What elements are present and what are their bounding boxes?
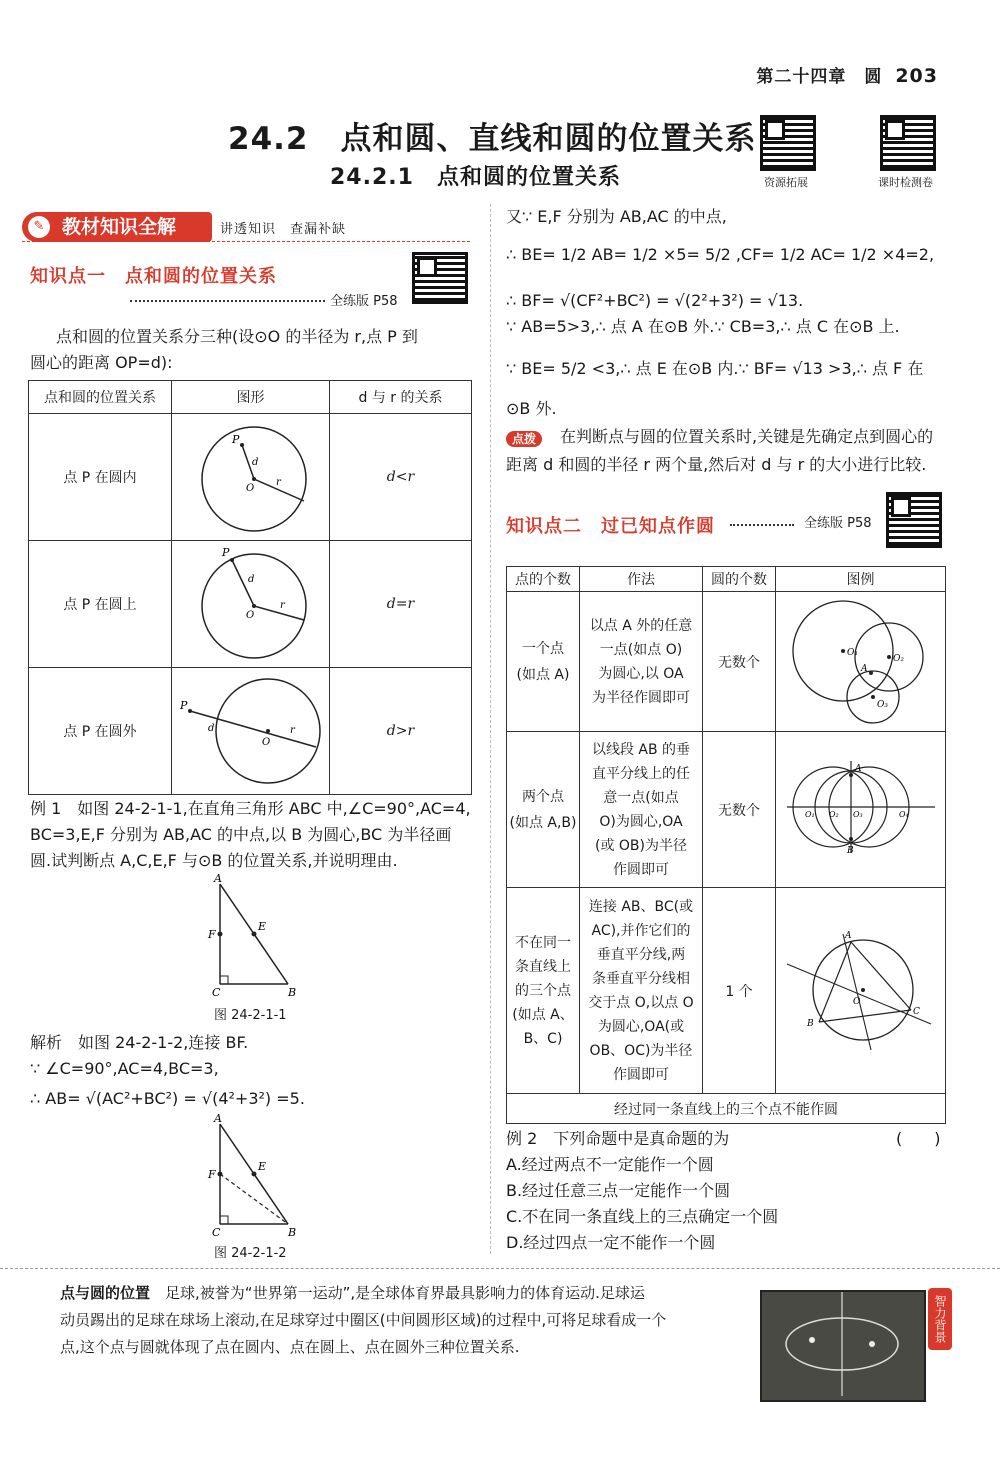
method-line: 作圆即可 <box>613 861 669 878</box>
option-c: C.不在同一条直线上的三点确定一个圆 <box>506 1207 779 1226</box>
svg-text:A: A <box>214 1112 222 1125</box>
intro-line-2: 圆心的距离 OP=d): <box>30 353 173 372</box>
count-line: 两个点 <box>522 788 564 805</box>
tip-line-1: 在判断点与圆的位置关系时,关键是先确定点到圆心的 <box>560 427 934 446</box>
construction-table <box>506 566 946 1124</box>
bottom-divider <box>0 1268 1000 1269</box>
svg-text:B: B <box>288 986 297 999</box>
kp1-reference: 全练版 P58 <box>330 294 398 309</box>
three-point-figure <box>781 914 941 1064</box>
count-line: (如点 A、 <box>512 1006 574 1023</box>
figure-cell <box>172 541 330 668</box>
page-number: 203 <box>895 65 938 87</box>
table-row <box>29 414 472 541</box>
svg-text:A: A <box>860 663 867 674</box>
svg-text:r: r <box>289 725 295 736</box>
background-line: 动员踢出的足球在球场上滚动,在足球穿过中圈区(中间圆形区域)的过程中,可将足球看成一个 <box>60 1311 667 1329</box>
dr-relation-cell: d=r <box>330 541 472 668</box>
banner-divider <box>22 241 470 242</box>
knowledge-point-2-title: 知识点二 过已知点作圆 <box>506 516 715 537</box>
count-line: 一个点 <box>522 640 564 657</box>
relation-cell: 点 P 在圆外 <box>29 668 172 795</box>
position-table <box>28 380 472 795</box>
svg-text:O₂: O₂ <box>828 809 839 819</box>
solution-line-2: ∵ ∠C=90°,AC=4,BC=3, <box>30 1059 219 1078</box>
svg-text:d: d <box>207 723 214 734</box>
table-row <box>29 541 472 668</box>
method-line: 直平分线上的任 <box>592 765 690 782</box>
table-header: d 与 r 的关系 <box>330 381 472 414</box>
count-line: (如点 A,B) <box>509 814 577 831</box>
count-line: 条直线上 <box>515 958 571 975</box>
table-footer: 经过同一条直线上的三个点不能作圆 <box>507 1094 946 1124</box>
figure-caption-1: 图 24-2-1-1 <box>214 1008 287 1023</box>
table-header: 作法 <box>580 567 703 592</box>
right-line-4: ∵ AB=5>3,∴ 点 A 在⊙B 外.∵ CB=3,∴ 点 C 在⊙B 上. <box>506 317 900 336</box>
svg-text:O: O <box>852 996 860 1007</box>
svg-text:P: P <box>231 433 239 446</box>
svg-text:O₁: O₁ <box>846 647 858 658</box>
subsection-title: 24.2.1 点和圆的位置关系 <box>330 165 621 190</box>
svg-text:d: d <box>251 457 258 468</box>
svg-text:O: O <box>261 737 270 748</box>
dr-relation-cell: d<r <box>330 414 472 541</box>
table-row <box>29 668 472 795</box>
count-cell <box>507 732 580 888</box>
football-field-photo <box>760 1290 926 1402</box>
count-line: 的三个点 <box>515 982 571 999</box>
svg-text:O₃: O₃ <box>876 699 888 710</box>
triangle-figure-2 <box>200 1112 300 1240</box>
svg-text:O₃: O₃ <box>852 809 863 819</box>
example-figure-cell <box>776 592 946 732</box>
table-header: 点的个数 <box>507 567 580 592</box>
relation-cell: 点 P 在圆内 <box>29 414 172 541</box>
right-line-1: 又∵ E,F 分别为 AB,AC 的中点, <box>506 207 727 226</box>
option-a: A.经过两点不一定能作一个圆 <box>506 1155 714 1174</box>
svg-text:A: A <box>844 930 851 941</box>
method-cell <box>580 592 703 732</box>
solution-line-1: 解析 如图 24-2-1-2,连接 BF. <box>30 1033 249 1052</box>
knowledge-point-1-title: 知识点一 点和圆的位置关系 <box>30 266 277 287</box>
count-line: 不在同一 <box>515 934 571 951</box>
triangle-figure-1 <box>200 872 300 1000</box>
intro-line-1: 点和圆的位置关系分三种(设⊙O 的半径为 r,点 P 到 <box>56 327 418 346</box>
table-header: 点和圆的位置关系 <box>29 381 172 414</box>
method-line: 为半径作圆即可 <box>592 689 690 706</box>
method-line: 为圆心,OA(或 <box>597 1018 685 1035</box>
table-header: 图例 <box>776 567 946 592</box>
table-header: 圆的个数 <box>703 567 776 592</box>
qr-code-kp2[interactable] <box>886 492 942 548</box>
method-line: 以线段 AB 的垂 <box>591 741 691 758</box>
qr-code-resources[interactable] <box>760 115 816 171</box>
relation-cell: 点 P 在圆上 <box>29 541 172 668</box>
field-illustration <box>762 1292 920 1396</box>
tip-line-2: 距离 d 和圆的半径 r 两个量,然后对 d 与 r 的大小进行比较. <box>506 455 927 474</box>
qr-code-kp1[interactable] <box>412 252 468 304</box>
method-line: 交于点 O,以点 O <box>588 994 694 1011</box>
count-line: B、C) <box>523 1030 563 1047</box>
qr-caption-test: 课时检测卷 <box>878 176 933 189</box>
svg-text:P: P <box>179 699 187 712</box>
tip-block <box>506 428 542 447</box>
svg-text:A: A <box>854 763 861 774</box>
method-line: 为圆心,以 OA <box>598 665 684 682</box>
svg-text:C: C <box>212 1226 221 1239</box>
point-inside-figure <box>176 415 326 535</box>
answer-parentheses: ( ) <box>896 1129 941 1148</box>
option-d: D.经过四点一定不能作一个圆 <box>506 1233 716 1252</box>
figure-caption-2: 图 24-2-1-2 <box>214 1246 287 1261</box>
dr-relation-cell: d>r <box>330 668 472 795</box>
background-line: 足球,被誉为“世界第一运动”,是全球体育界最具影响力的体育运动.足球运 <box>165 1284 645 1302</box>
background-title: 点与圆的位置 <box>60 1284 151 1302</box>
example1-line-3: 圆.试判断点 A,C,E,F 与⊙B 的位置关系,并说明理由. <box>30 851 398 870</box>
background-line: 点,这个点与圆就体现了点在圆内、点在圆上、点在圆外三种位置关系. <box>60 1338 520 1356</box>
background-side-tag: 智力背景 <box>928 1288 952 1350</box>
book-icon: ✎ <box>28 216 50 238</box>
qr-code-test[interactable] <box>880 115 936 171</box>
table-row <box>507 592 946 732</box>
circle-count-cell: 1 个 <box>703 888 776 1094</box>
svg-text:F: F <box>208 1168 216 1181</box>
svg-text:O: O <box>245 610 254 621</box>
svg-text:E: E <box>258 920 267 933</box>
method-line: 以点 A 外的任意 <box>589 617 693 634</box>
right-line-6: ⊙B 外. <box>506 399 557 418</box>
solution-line-3: ∴ AB= √(AC²+BC²) = √(4²+3²) =5. <box>30 1089 305 1108</box>
example1-line-2: BC=3,E,F 分别为 AB,AC 的中点,以 B 为圆心,BC 为半径画 <box>30 825 452 844</box>
figure-cell <box>172 668 330 795</box>
circle-count-cell: 无数个 <box>703 732 776 888</box>
count-cell <box>507 592 580 732</box>
svg-text:B: B <box>288 1226 297 1239</box>
svg-text:A: A <box>214 872 222 885</box>
banner-subtitle: 讲透知识 查漏补缺 <box>220 222 347 237</box>
svg-text:O₁: O₁ <box>804 809 815 819</box>
svg-text:r: r <box>279 600 285 611</box>
method-line: 垂直平分线,两 <box>596 946 686 963</box>
method-line: 作圆即可 <box>613 1066 669 1083</box>
table-row <box>507 1094 946 1124</box>
section-title: 24.2 点和圆、直线和圆的位置关系 <box>228 121 757 157</box>
svg-text:O: O <box>245 483 254 494</box>
svg-text:E: E <box>258 1160 267 1173</box>
example-figure-cell <box>776 732 946 888</box>
svg-text:P: P <box>221 546 229 559</box>
right-line-5: ∵ BE= 5/2 <3,∴ 点 E 在⊙B 内.∵ BF= √13 >3,∴ 点 F 在 <box>506 359 924 378</box>
one-point-figure <box>781 595 941 725</box>
kp2-reference: 全练版 P58 <box>804 516 872 531</box>
method-line: (或 OB)为半径 <box>595 837 687 854</box>
table-row <box>507 888 946 1094</box>
method-line: O)为圆心,OA <box>599 813 683 830</box>
svg-text:B: B <box>846 845 854 856</box>
svg-text:O₄: O₄ <box>898 809 909 819</box>
svg-text:F: F <box>208 928 216 941</box>
background-knowledge <box>60 1280 750 1361</box>
count-line: (如点 A) <box>516 666 570 683</box>
dotted-leader <box>730 524 794 526</box>
option-b: B.经过任意三点一定能作一个圆 <box>506 1181 731 1200</box>
count-cell <box>507 888 580 1094</box>
qr-caption-resources: 资源拓展 <box>764 176 808 189</box>
example1-line-1: 例 1 如图 24-2-1-1,在直角三角形 ABC 中,∠C=90°,AC=4, <box>30 799 471 818</box>
svg-text:r: r <box>275 477 281 488</box>
svg-text:C: C <box>912 1006 920 1017</box>
svg-text:O₂: O₂ <box>892 653 904 664</box>
svg-text:C: C <box>212 986 221 999</box>
method-cell <box>580 888 703 1094</box>
method-cell <box>580 732 703 888</box>
svg-text:d: d <box>247 574 254 585</box>
example2-question: 例 2 下列命题中是真命题的为 <box>506 1129 730 1148</box>
example-figure-cell <box>776 888 946 1094</box>
tip-tag: 点拨 <box>506 431 542 447</box>
circle-count-cell: 无数个 <box>703 592 776 732</box>
figure-cell <box>172 414 330 541</box>
table-header: 图形 <box>172 381 330 414</box>
point-outside-figure <box>176 669 326 789</box>
method-line: 条垂直平分线相 <box>592 970 690 987</box>
two-point-figure <box>781 753 941 863</box>
method-line: 连接 AB、BC(或 <box>588 898 694 915</box>
svg-text:B: B <box>806 1018 814 1029</box>
right-line-3: ∴ BF= √(CF²+BC²) = √(2²+3²) = √13. <box>506 291 804 310</box>
table-row <box>507 732 946 888</box>
method-line: 意一点(如点 <box>603 789 679 806</box>
method-line: OB、OC)为半径 <box>589 1042 693 1059</box>
section-banner: 教材知识全解 <box>22 212 212 242</box>
point-on-figure <box>176 542 326 662</box>
method-line: AC),并作它们的 <box>591 922 691 939</box>
running-header <box>756 62 938 87</box>
dotted-leader <box>130 300 325 302</box>
method-line: 一点(如点 O) <box>599 641 683 658</box>
right-line-2: ∴ BE= 1/2 AB= 1/2 ×5= 5/2 ,CF= 1/2 AC= 1/2 ×4=2, <box>506 245 935 264</box>
chapter-label: 第二十四章 圆 <box>756 67 883 87</box>
column-divider <box>490 204 491 1254</box>
